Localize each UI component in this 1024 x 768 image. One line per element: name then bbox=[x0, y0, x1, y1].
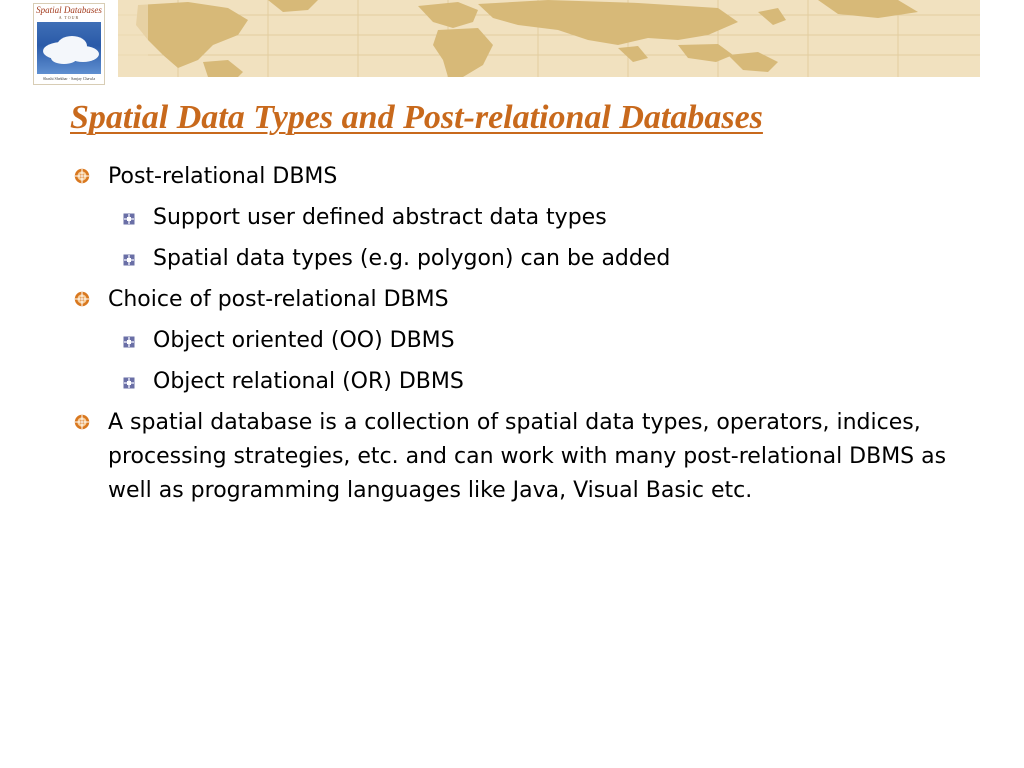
sub-bullet-item bbox=[70, 242, 970, 276]
square-bullet-icon bbox=[123, 336, 135, 348]
sub-bullet-text: Spatial data types (e.g. polygon) can be added bbox=[153, 246, 671, 271]
world-map-banner bbox=[118, 0, 980, 77]
bullet-item bbox=[70, 283, 970, 317]
bullet-text: A spatial database is a collection of spatial data types, operators, indices, processing strategies, etc. and can work with many post-relational DBMS as well as programming languages like Java, Visual Basic etc. bbox=[108, 410, 947, 503]
bullet-item bbox=[70, 160, 970, 194]
book-cover-logo bbox=[33, 3, 105, 85]
logo-sky-image bbox=[37, 22, 101, 74]
sunburst-bullet-icon bbox=[74, 414, 90, 430]
square-bullet-icon bbox=[123, 254, 135, 266]
sub-bullet-item bbox=[70, 201, 970, 235]
world-map-graphic bbox=[118, 0, 980, 77]
logo-title: Spatial Databases bbox=[36, 5, 102, 15]
logo-subtitle: A TOUR bbox=[58, 15, 80, 20]
sub-bullet-item bbox=[70, 365, 970, 399]
sub-bullet-text: Object oriented (OO) DBMS bbox=[153, 328, 455, 353]
bullet-list bbox=[70, 160, 970, 508]
sub-bullet-text: Support user defined abstract data types bbox=[153, 205, 607, 230]
bullet-text: Choice of post-relational DBMS bbox=[108, 287, 449, 312]
sub-bullet-text: Object relational (OR) DBMS bbox=[153, 369, 464, 394]
square-bullet-icon bbox=[123, 377, 135, 389]
sunburst-bullet-icon bbox=[74, 291, 90, 307]
slide-title: Spatial Data Types and Post-relational Databases bbox=[70, 99, 763, 136]
bullet-item bbox=[70, 406, 970, 508]
sub-bullet-item bbox=[70, 324, 970, 358]
sunburst-bullet-icon bbox=[74, 168, 90, 184]
logo-authors: Shashi Shekhar · Sanjay Chawla bbox=[42, 76, 96, 81]
square-bullet-icon bbox=[123, 213, 135, 225]
bullet-text: Post-relational DBMS bbox=[108, 164, 338, 189]
